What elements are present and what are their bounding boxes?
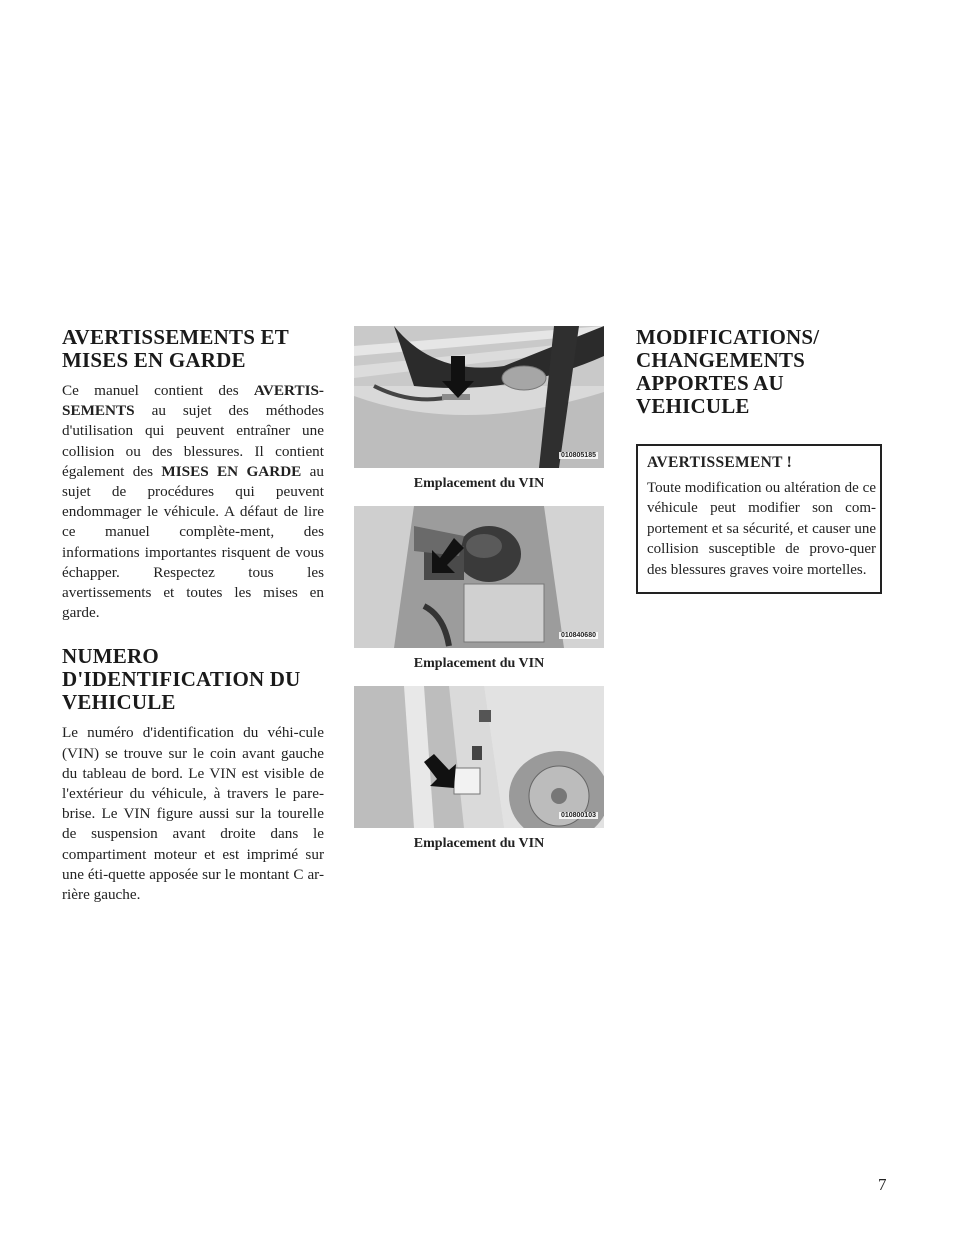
figure-pillar	[354, 686, 604, 828]
page-number: 7	[878, 1175, 887, 1194]
vin-heading: NUMERO D'IDENTIFICATION DU VEHICULE	[62, 644, 301, 715]
warnings-mid: au sujet des méthodes d'utilisation qui peuvent entraîner une collision ou des blessures. Il contient également des	[62, 402, 324, 480]
figure-engine	[354, 506, 604, 648]
warning-box	[636, 444, 882, 594]
warnings-paragraph	[62, 381, 324, 623]
figure-caption: Emplacement du VIN	[413, 836, 545, 851]
warnings-bold-mises-en-garde: MISES EN GARDE	[161, 462, 302, 480]
windshield-vin-illustration	[354, 326, 604, 468]
modifications-heading: MODIFICATIONS/ CHANGEMENTS APPORTES AU VEHICULE	[636, 325, 820, 418]
figures-column	[354, 326, 604, 852]
warnings-intro: Ce manuel contient des	[62, 382, 254, 399]
figure-caption: Emplacement du VIN	[413, 476, 545, 491]
figure-code: 010805185	[560, 452, 596, 459]
right-column	[636, 326, 886, 594]
left-column	[62, 326, 324, 905]
figure-caption: Emplacement du VIN	[413, 656, 545, 671]
engine-vin-illustration	[354, 506, 604, 648]
vin-paragraph: Le numéro d'identification du véhi-cule (VIN) se trouve sur le coin avant gauche du tableau de bord. Le VIN est visible de l'extérieur du véhicule, à travers le pare-brise. Le VIN figure aussi sur la tourelle de suspension avant droite dans le compartiment moteur et est imprimé sur une éti-quette apposée sur le montant C ar-rière gauche.	[62, 724, 324, 904]
warnings-heading: AVERTISSEMENTS ET MISES EN GARDE	[62, 325, 289, 372]
warning-title: AVERTISSEMENT !	[647, 454, 793, 471]
figure-code: 010840680	[560, 632, 596, 639]
warnings-bold-avertissements: AVERTIS-SEMENTS	[62, 382, 324, 420]
warnings-end: au sujet de procédures qui peuvent endommager le véhicule. A défaut de lire ce manuel complète-ment, des informations importantes risquent de vous échapper. Respectez tous les avertissements et toutes les mises en garde.	[62, 462, 325, 622]
figure-windshield	[354, 326, 604, 468]
pillar-vin-illustration	[354, 686, 604, 828]
figure-code: 010800103	[560, 812, 596, 819]
warning-text: Toute modification ou altération de ce véhicule peut modifier son com-portement et sa sécurité, et causer une collision susceptible de provo-quer des blessures graves voire mortelles.	[647, 480, 876, 578]
